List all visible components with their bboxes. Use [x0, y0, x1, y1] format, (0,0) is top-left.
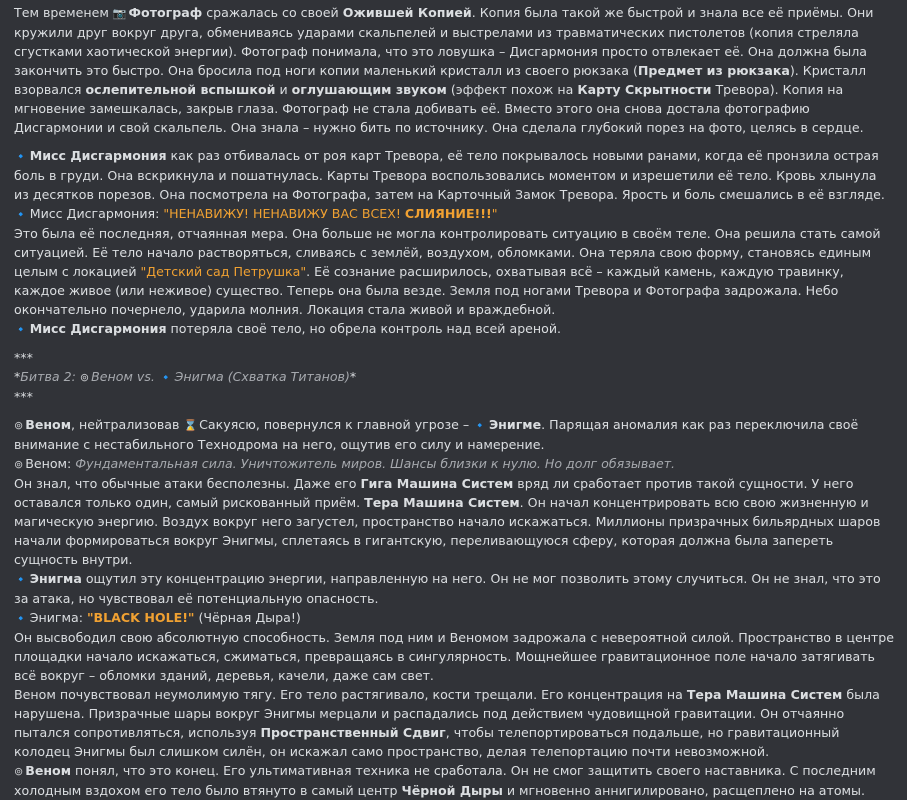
gray-target-icon: ⊚	[14, 765, 24, 778]
text: , нейтрализовав	[71, 417, 184, 432]
bold-stealth-card: Карту Скрытности	[577, 82, 712, 97]
speaker-label: Энигма:	[29, 610, 87, 625]
orange-location: "Детский сад Петрушка"	[140, 264, 307, 279]
paragraph-disharmony-pain	[14, 146, 895, 204]
orange-bold-fusion: СЛИЯНИЕ!!!	[404, 206, 492, 221]
text: , чтобы телепортироваться подальше, но гравитационный колодец Энигмы был слишком силён, он искажал само пространство, делая телепортацию почти невозможной.	[14, 725, 840, 759]
battle-venom: Веном vs.	[91, 369, 159, 384]
paragraph-photographer-vs-copy	[14, 3, 895, 137]
blue-diamond-icon: 🔹	[473, 419, 487, 432]
text: *	[349, 369, 357, 384]
text: . Её сознание расширилось, охватывая всё – каждый камень, каждую травинку, каждое живое (или неживое) существо. Теперь она была везде. Земля под ногами Тревора и Фотографа задрожала. Небо окончательно почернело, ударила молния. Локация стала живой и враждебной.	[14, 264, 844, 317]
paragraph-disharmony-control	[14, 319, 895, 339]
bold-miss-disharmony: Мисс Дисгармония	[29, 321, 167, 336]
blue-diamond-icon: 🔹	[158, 371, 173, 384]
camera-icon: 📷	[112, 7, 127, 20]
paragraph-fusion	[14, 224, 895, 319]
text: вряд ли сработает против такой сущности. У него оставался только один, самый рискованный приём.	[14, 476, 854, 510]
text: ощутил эту концентрацию энергии, направленную на него. Он не мог позволить этому случиться. Он не знал, что это за атака, но чувствовал её потенциальную опасность.	[14, 571, 881, 606]
bold-living-copy: Ожившей Копией	[342, 5, 472, 20]
text: Это была её последняя, отчаянная мера. Она больше не могла контролировать ситуацию в своём теле. Она решила стать самой ситуацией. Её тело начало растворяться, сливаясь с землёй, воздухом, обломками. Она теряла свою форму, становясь единым целым с локацией	[14, 226, 881, 279]
bold-blinding-flash: ослепительной вспышкой	[85, 82, 276, 97]
bold-enigma: Энигма	[29, 571, 82, 586]
paragraph-venom-thought	[14, 454, 895, 474]
paragraph-venom-pulled	[14, 685, 895, 761]
orange-black-hole: "BLACK HOLE!"	[87, 610, 195, 625]
bold-miss-disharmony: Мисс Дисгармония	[29, 148, 167, 163]
blue-diamond-icon: 🔹	[14, 573, 28, 586]
italic-thought: Фундаментальная сила. Уничтожитель миров. Шансы близки к нулю. Но долг обязывает.	[75, 456, 676, 471]
orange-shout: "НЕНАВИЖУ! НЕНАВИЖУ ВАС ВСЕХ!	[163, 206, 405, 221]
blue-diamond-icon: 🔹	[14, 612, 28, 625]
text: . Он начал концентрировать всю свою жизненную и магическую энергию. Воздух вокруг него загустел, пространство начало искажаться. Миллионы призрачных бильярдных шаров начали формироваться вокруг Энигмы, сплетаясь в гигантскую, переливающуюся сферу, которая должна была запереть сущность внутри.	[14, 495, 881, 567]
bold-enigma: Энигме	[488, 417, 542, 432]
bold-venom: Веном	[25, 417, 72, 432]
text: Сакуясю, повернулся к главной угрозе –	[199, 417, 474, 432]
paragraph-venom-end	[14, 761, 895, 800]
text: (Чёрная Дыра!)	[194, 610, 301, 625]
paragraph-singularity	[14, 628, 895, 685]
text: и	[275, 82, 292, 97]
gray-target-icon: ⊚	[79, 371, 90, 384]
gray-target-icon: ⊚	[14, 458, 24, 471]
text: как раз отбивалась от роя карт Тревора, её тело покрывалось новыми ранами, когда её пронзила острая боль в груди. Она вскрикнула и пошатнулась. Карты Тревора воспользовались моментом и изрешетили её тело. Кровь хлынула из десятков порезов. Она посмотрела на Фотографа, затем на Карточный Замок Тревора. Ярость и боль смешались в её взгляде.	[14, 148, 885, 202]
bold-tera-machine: Тера Машина Систем	[364, 495, 520, 510]
paragraph-black-hole	[14, 608, 895, 628]
bold-venom: Веном	[25, 763, 72, 778]
text: ). Кристалл взорвался	[14, 63, 866, 97]
paragraph-disharmony-shout	[14, 204, 895, 224]
orange-quote: "	[491, 206, 498, 221]
text: Он знал, что обычные атаки бесполезны. Даже его	[14, 476, 361, 491]
battle-heading	[14, 367, 895, 387]
bold-backpack-item: Предмет из рюкзака	[637, 63, 790, 78]
hourglass-icon: ⌛	[183, 419, 198, 432]
text: Веном почувствовал неумолимую тягу. Его тело растягивало, кости трещали. Его концентрация на	[14, 687, 687, 702]
blue-diamond-icon: 🔹	[14, 150, 28, 163]
separator: ***	[14, 350, 33, 365]
speaker-label: Веном:	[25, 456, 76, 471]
text: понял, что это конец. Его ультимативная техника не сработала. Он не смог защитить своего наставника. С последним холодным вздохом его тело было втянуто в самый центр	[14, 763, 876, 798]
separator: ***	[14, 389, 33, 404]
text: потеряла своё тело, но обрела контроль над всей ареной.	[166, 321, 562, 336]
text: Тревора). Копия на мгновение замешкалась, закрыв глаза. Фотограф не стала добивать её. Вместо этого она снова достала фотографию Дисгармонии и свой скальпель. Она знала – нужно бить по источнику. Она сделала глубокий порез на фото, целясь в сердце.	[14, 82, 864, 135]
gray-target-icon: ⊚	[14, 419, 24, 432]
bold-black-hole: Чёрной Дыры	[401, 783, 503, 798]
text: Он высвободил свою абсолютную способность. Земля под ним и Веномом задрожала с невероятной силой. Пространство в центре площадки начало искажаться, сжиматься, превращаясь в сингулярность. Мощнейшее гравитационное поле начало затягивать всё вокруг – обломки зданий, деревья, качели, даже сам свет.	[14, 630, 895, 683]
text: . Парящая аномалия как раз переключила своё внимание с нестабильного Технодрома на него, ощутив его силу и намерение.	[14, 417, 859, 452]
text: (эффект похож на	[446, 82, 578, 97]
text: была нарушена. Призрачные шары вокруг Энигмы мерцали и распадались под действием чудовищной гравитации. Он отчаянно пытался сопротивляться, используя	[14, 687, 880, 740]
text: и мгновенно аннигилировано, расщеплено на атомы.	[502, 783, 866, 798]
battle-label: Битва 2:	[20, 369, 80, 384]
blue-diamond-icon: 🔹	[14, 323, 28, 336]
bold-deafening-sound: оглушающим звуком	[291, 82, 447, 97]
text: сражалась со своей	[202, 5, 343, 20]
bold-tera-machine: Тера Машина Систем	[686, 687, 843, 702]
speaker-label: Мисс Дисгармония:	[29, 206, 164, 221]
paragraph-enigma-feels	[14, 569, 895, 608]
text: *	[14, 369, 21, 384]
bold-photographer: Фотограф	[128, 5, 203, 20]
paragraph-tera-machine	[14, 474, 895, 569]
bold-giga-machine: Гига Машина Систем	[360, 476, 514, 491]
text: . Копия была такой же быстрой и знала все её приёмы. Они кружили друг вокруг друга, обмениваясь ударами скальпелей и выстрелами из травматических пистолетов (копия стреляла сгустками хаотической энергии). Фотограф понимала, что это ловушка – Дисгармония просто отвлекает её. Она должна была закончить это быстро. Она бросила под ноги копии маленький кристалл из своего рюкзака (	[14, 5, 874, 78]
battle-enigma: Энигма (Схватка Титанов)	[174, 369, 350, 384]
text: Тем временем	[14, 5, 113, 20]
paragraph-venom-turns	[14, 415, 895, 454]
bold-spatial-shift: Пространственный Сдвиг	[260, 725, 446, 740]
blue-diamond-icon: 🔹	[14, 208, 28, 221]
